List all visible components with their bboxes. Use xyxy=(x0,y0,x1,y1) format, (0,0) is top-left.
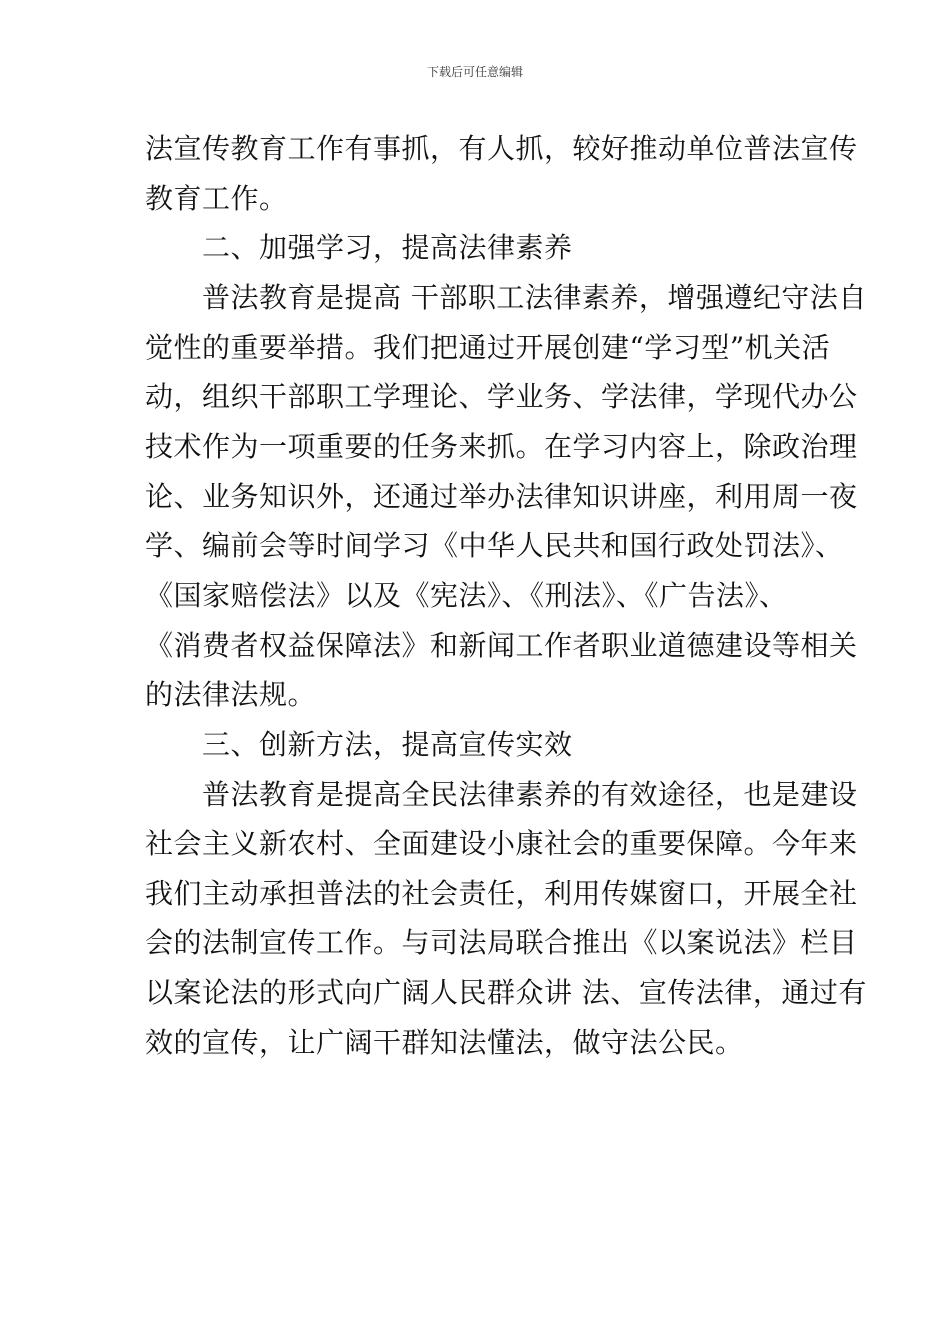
text-line: 论、业务知识外，还通过举办法律知识讲座，利用周一夜 xyxy=(145,480,858,513)
text-line: 以案论法的形式向广阔人民群众讲 法、宣传法律，通过有 xyxy=(145,976,867,1009)
text-line: 动，组织干部职工学理论、学业务、学法律，学现代办公 xyxy=(145,380,858,413)
text-line: 的法律法规。 xyxy=(145,678,317,711)
text-line: 普法教育是提高 干部职工法律素养，增强遵纪守法自 xyxy=(145,281,867,314)
page-header: 下载后可任意编辑 xyxy=(426,65,523,79)
text-line: 普法教育是提高全民法律素养的有效途径，也是建设 xyxy=(145,778,858,811)
text-line: 《消费者权益保障法》和新闻工作者职业道德建设等相关 xyxy=(145,629,858,662)
text-line: 《国家赔偿法》以及《宪法》、《刑法》、《广告法》、 xyxy=(145,579,788,612)
text-line: 技术作为一项重要的任务来抓。在学习内容上，除政治理 xyxy=(145,430,858,463)
text-line: 学、编前会等时间学习《中华人民共和国行政处罚法》、 xyxy=(145,529,844,562)
text-line: 会的法制宣传工作。与司法局联合推出《以案说法》栏目 xyxy=(145,926,858,959)
section-heading: 二、加强学习，提高法律素养 xyxy=(145,231,573,264)
text-line: 教育工作。 xyxy=(145,182,288,215)
text-line: 法宣传教育工作有事抓，有人抓，较好推动单位普法宣传 xyxy=(145,132,858,165)
text-line: 觉性的重要举措。我们把通过开展创建“学习型”机关活 xyxy=(145,331,831,364)
text-line: 效的宣传，让广阔干群知法懂法，做守法公民。 xyxy=(145,1026,744,1059)
text-line: 社会主义新农村、全面建设小康社会的重要保障。今年来 xyxy=(145,827,858,860)
section-heading: 三、创新方法，提高宣传实效 xyxy=(145,728,573,761)
text-line: 我们主动承担普法的社会责任，利用传媒窗口，开展全社 xyxy=(145,877,858,910)
